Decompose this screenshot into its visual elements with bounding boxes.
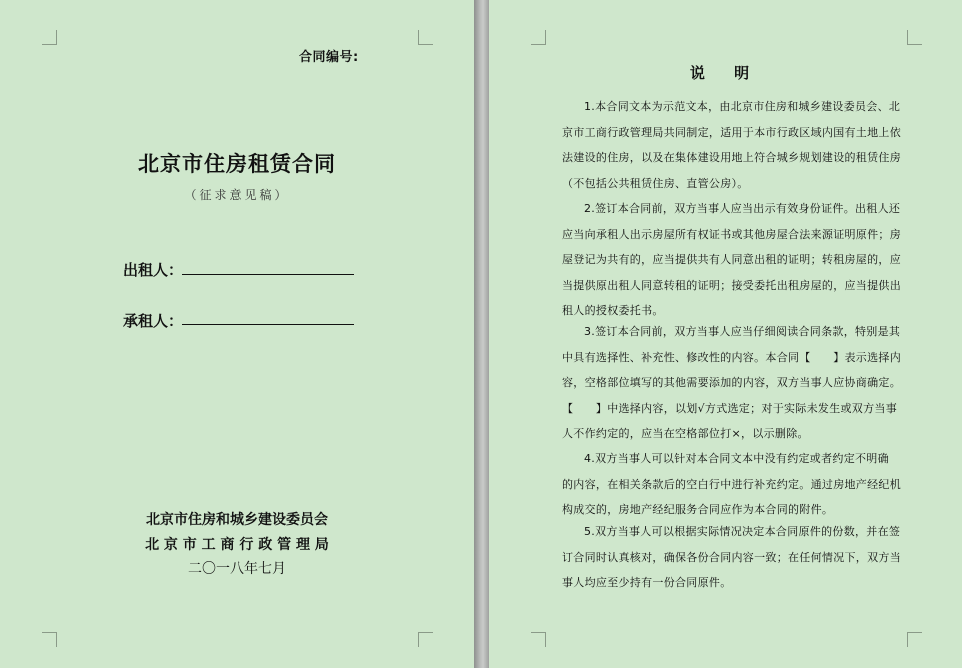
- explanation-paragraph-3: [562, 319, 901, 447]
- paragraph-line: 屋登记为共有的，应当提供共有人同意出租的证明；转租房屋的，应: [562, 253, 901, 267]
- issuer-housing-commission: 北京市住房和城乡建设委员会: [146, 512, 328, 528]
- paragraph-line: 1.本合同文本为示范文本，由北京市住房和城乡建设委员会、北: [584, 100, 901, 113]
- paragraph-line: （不包括公共租赁住房、直管公房）。: [562, 176, 749, 190]
- crop-mark: [42, 632, 57, 647]
- lessor-fill-line: [182, 274, 354, 275]
- issuer-industry-bureau: 北 京 市 工 商 行 政 管 理 局: [145, 537, 329, 553]
- paragraph-line: 5.双方当事人可以根据实际情况决定本合同原件的份数，并在签: [584, 525, 901, 538]
- paragraph-line: 【 】中选择内容，以划√方式选定；对于实际未发生或双方当事: [562, 401, 898, 415]
- explanation-paragraph-1: [562, 94, 901, 196]
- page-gutter: [474, 0, 489, 668]
- paragraph-line: 法建设的住房，以及在集体建设用地上符合城乡规划建设的租赁住房: [562, 151, 901, 165]
- paragraph-line: 容，空格部位填写的其他需要添加的内容，双方当事人应协商确定。: [562, 376, 901, 390]
- crop-mark: [531, 632, 546, 647]
- paragraph-line: 中具有选择性、补充性、修改性的内容。本合同【 】表示选择内: [562, 350, 901, 364]
- paragraph-line: 应当向承租人出示房屋所有权证书或其他房屋合法来源证明原件；房: [562, 227, 901, 241]
- lessee-fill-line: [182, 324, 354, 325]
- crop-mark: [531, 30, 546, 45]
- crop-mark: [42, 30, 57, 45]
- paragraph-line: 4.双方当事人可以针对本合同文本中没有约定或者约定不明确: [584, 452, 889, 465]
- lessor-label: 出租人：: [123, 261, 184, 279]
- explanation-heading: 说 明: [689, 64, 762, 82]
- paragraph-line: 的内容，在相关条款后的空白行中进行补充约定。通过房地产经纪机: [562, 477, 901, 491]
- paragraph-line: 京市工商行政管理局共同制定，适用于本市行政区域内国有土地上依: [562, 125, 901, 139]
- contract-title: 北京市住房租赁合同: [138, 151, 336, 176]
- paragraph-line: 订合同时认真核对，确保各份合同内容一致；在任何情况下，双方当: [562, 550, 901, 564]
- explanation-page: [489, 0, 962, 668]
- explanation-paragraph-4: [562, 446, 901, 523]
- issue-date: 二〇一八年七月: [188, 561, 286, 577]
- contract-number-label: 合同编号:: [299, 50, 359, 65]
- crop-mark: [907, 632, 922, 647]
- explanation-paragraph-5: [562, 519, 901, 596]
- draft-subtitle: （征求意见稿）: [184, 188, 290, 202]
- paragraph-line: 事人均应至少持有一份合同原件。: [562, 576, 732, 590]
- crop-mark: [418, 632, 433, 647]
- crop-mark: [907, 30, 922, 45]
- crop-mark: [418, 30, 433, 45]
- paragraph-line: 当提供原出租人同意转租的证明；接受委托出租房屋的，应当提供出: [562, 278, 901, 292]
- lessee-label: 承租人：: [123, 312, 184, 330]
- paragraph-line: 人不作约定的，应当在空格部位打×，以示删除。: [562, 427, 809, 441]
- cover-page: [0, 0, 474, 668]
- paragraph-line: 3.签订本合同前，双方当事人应当仔细阅读合同条款，特别是其: [584, 325, 901, 338]
- explanation-paragraph-2: [562, 196, 901, 324]
- paragraph-line: 租人的授权委托书。: [562, 304, 664, 318]
- paragraph-line: 构成交的，房地产经纪服务合同应作为本合同的附件。: [562, 503, 834, 517]
- paragraph-line: 2.签订本合同前，双方当事人应当出示有效身份证件。出租人还: [584, 202, 901, 215]
